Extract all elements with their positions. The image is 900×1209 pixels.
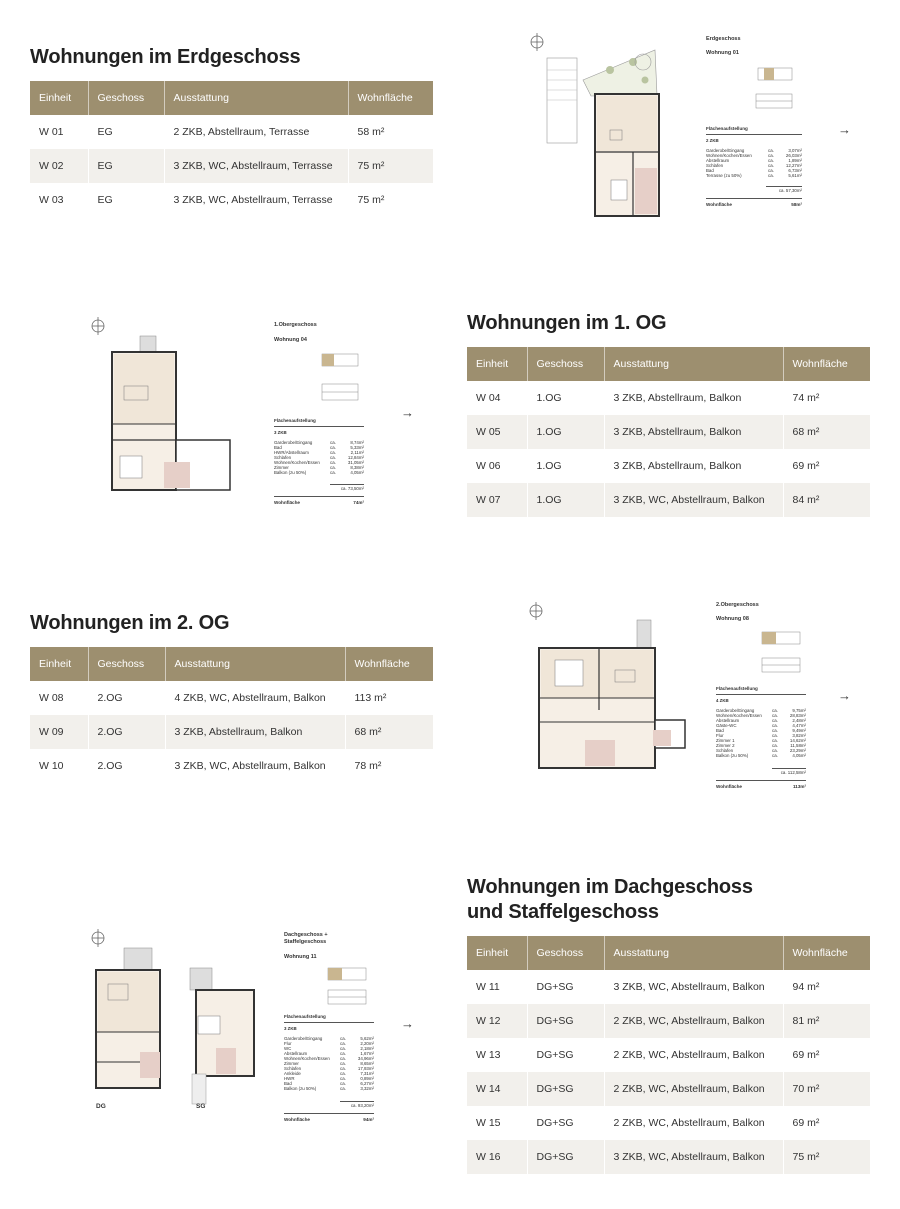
room-ca: ca. <box>772 738 778 743</box>
cell-ausstattung: 3 ZKB, WC, Abstellraum, Balkon <box>165 749 345 783</box>
room-ca: ca. <box>772 723 778 728</box>
room-name: Bad <box>716 728 724 733</box>
room-ca: ca. <box>768 153 774 158</box>
room-ca: ca. <box>340 1061 346 1066</box>
cell-geschoss: 2.OG <box>88 715 165 749</box>
room-area: 8,74m² <box>350 440 364 445</box>
room-ca: ca. <box>772 748 778 753</box>
cell-einheit: W 15 <box>467 1106 527 1140</box>
cell-geschoss: EG <box>88 183 164 217</box>
list-item <box>284 1086 374 1091</box>
room-ca: ca. <box>340 1076 346 1081</box>
room-area: 7,31m² <box>360 1071 374 1076</box>
room-name: Wohnen/Kochen/Essen <box>284 1056 330 1061</box>
room-name: HWR/Abstellraum <box>274 450 309 455</box>
room-area: 5,33m² <box>350 445 364 450</box>
room-name: Schlafen <box>716 748 734 753</box>
cell-geschoss: EG <box>88 149 164 183</box>
room-name: Flur <box>716 733 724 738</box>
infobox-floor-line2: Staffelgeschoss <box>284 939 327 945</box>
column-header-wohnflaeche: Wohnfläche <box>348 81 433 115</box>
units-table-og2 <box>30 647 433 783</box>
infobox-type: 3 ZKB <box>284 1026 297 1031</box>
infobox-unit: Wohnung 01 <box>706 50 739 56</box>
room-ca: ca. <box>340 1081 346 1086</box>
cell-geschoss: 2.OG <box>88 749 165 783</box>
room-name: Schlafen <box>284 1066 302 1071</box>
cell-geschoss: 1.OG <box>527 415 604 449</box>
cell-ausstattung: 2 ZKB, WC, Abstellraum, Balkon <box>604 1038 783 1072</box>
infobox-type: 2 ZKB <box>706 138 719 143</box>
infobox-floor: 1.Obergeschoss <box>274 322 317 328</box>
room-area: 31,05m² <box>347 460 364 465</box>
cell-wohnflaeche: 94 m² <box>783 970 870 1004</box>
cell-einheit: W 11 <box>467 970 527 1004</box>
table-row <box>467 970 870 1004</box>
room-name: Garderobe/Eingang <box>706 148 745 153</box>
room-name: Abstellraum <box>716 718 740 723</box>
list-item <box>706 173 802 178</box>
cell-geschoss: DG+SG <box>527 1072 604 1106</box>
compass-icon <box>92 317 104 335</box>
table-row <box>467 1106 870 1140</box>
cell-ausstattung: 3 ZKB, Abstellraum, Balkon <box>604 381 783 415</box>
cell-ausstattung: 3 ZKB, WC, Abstellraum, Terrasse <box>164 149 348 183</box>
infobox-unit: Wohnung 11 <box>284 954 317 960</box>
cell-einheit: W 02 <box>30 149 88 183</box>
cell-wohnflaeche: 68 m² <box>783 415 870 449</box>
room-area: 26,03m² <box>785 153 802 158</box>
cell-wohnflaeche: 113 m² <box>345 681 433 715</box>
room-name: Balkon (zu 50%) <box>716 753 749 758</box>
infobox-w11 <box>284 932 374 1128</box>
column-header-ausstattung: Ausstattung <box>165 647 345 681</box>
infobox-heading: Flächenaufstellung <box>284 1014 326 1019</box>
section-title-og1: Wohnungen im 1. OG <box>467 312 667 334</box>
cell-wohnflaeche: 68 m² <box>345 715 433 749</box>
column-header-geschoss: Geschoss <box>88 647 165 681</box>
next-arrow-icon[interactable]: → <box>838 122 851 137</box>
cell-geschoss: DG+SG <box>527 1038 604 1072</box>
cell-ausstattung: 4 ZKB, WC, Abstellraum, Balkon <box>165 681 345 715</box>
living-area-value: 58m² <box>791 202 802 207</box>
table-row <box>30 115 433 149</box>
room-area: 3,82m² <box>792 733 806 738</box>
room-ca: ca. <box>772 733 778 738</box>
room-area: 1,89m² <box>788 158 802 163</box>
column-header-wohnflaeche: Wohnfläche <box>345 647 433 681</box>
divider <box>274 496 364 497</box>
next-arrow-icon[interactable]: → <box>401 405 414 420</box>
divider <box>274 426 364 427</box>
section-title-dg-line2: und Staffelgeschoss <box>467 901 659 923</box>
next-arrow-icon[interactable]: → <box>838 688 851 703</box>
room-area: 0,89m² <box>360 1076 374 1081</box>
living-area-label: Wohnfläche <box>706 202 732 207</box>
room-name: Zimmer <box>274 465 289 470</box>
cell-ausstattung: 3 ZKB, Abstellraum, Balkon <box>604 415 783 449</box>
table-row <box>30 183 433 217</box>
room-area: 8,38m² <box>350 465 364 470</box>
room-area: 2,20m² <box>360 1041 374 1046</box>
room-ca: ca. <box>768 148 774 153</box>
table-row <box>467 1004 870 1038</box>
next-arrow-icon[interactable]: → <box>401 1016 414 1031</box>
room-area: 4,47m² <box>792 723 806 728</box>
area-total: ca. 112,58m² <box>780 770 806 775</box>
cell-einheit: W 03 <box>30 183 88 217</box>
cell-ausstattung: 3 ZKB, WC, Abstellraum, Balkon <box>604 483 783 517</box>
room-ca: ca. <box>330 465 336 470</box>
room-area: 9,49m² <box>792 728 806 733</box>
room-name: Bad <box>274 445 282 450</box>
key-plan-icon <box>758 628 806 678</box>
table-header-row <box>467 347 870 381</box>
room-list <box>274 440 364 475</box>
cell-einheit: W 08 <box>30 681 88 715</box>
units-table-dg <box>467 936 870 1174</box>
room-area: 14,62m² <box>789 738 806 743</box>
living-area <box>284 1117 374 1122</box>
cell-ausstattung: 3 ZKB, Abstellraum, Balkon <box>604 449 783 483</box>
room-ca: ca. <box>330 470 336 475</box>
room-name: Abstellraum <box>284 1051 308 1056</box>
living-area <box>706 202 802 207</box>
infobox-type: 3 ZKB <box>274 430 287 435</box>
table-row <box>30 149 433 183</box>
living-area <box>716 784 806 789</box>
cell-wohnflaeche: 75 m² <box>348 183 433 217</box>
divider <box>766 186 802 187</box>
room-area: 12,27m² <box>785 163 802 168</box>
room-ca: ca. <box>768 173 774 178</box>
room-name: Garderobe/Eingang <box>284 1036 323 1041</box>
room-name: Flur <box>284 1041 292 1046</box>
cell-ausstattung: 2 ZKB, Abstellraum, Terrasse <box>164 115 348 149</box>
room-name: Bad <box>706 168 714 173</box>
key-plan-icon <box>324 964 372 1008</box>
room-area: 9,75m² <box>792 708 806 713</box>
cell-wohnflaeche: 81 m² <box>783 1004 870 1038</box>
cell-einheit: W 07 <box>467 483 527 517</box>
living-area-label: Wohnfläche <box>716 784 742 789</box>
floorplan-w08 <box>525 600 695 780</box>
table-row <box>30 715 433 749</box>
cell-geschoss: 1.OG <box>527 381 604 415</box>
room-ca: ca. <box>330 455 336 460</box>
room-name: Abstellraum <box>706 158 730 163</box>
infobox-unit: Wohnung 08 <box>716 616 749 622</box>
room-area: 23,29m² <box>789 748 806 753</box>
compass-icon <box>92 929 104 947</box>
cell-geschoss: 1.OG <box>527 449 604 483</box>
table-row <box>467 1038 870 1072</box>
living-area-label: Wohnfläche <box>284 1117 310 1122</box>
room-area: 28,83m² <box>789 713 806 718</box>
room-area: 6,73m² <box>788 168 802 173</box>
room-area: 5,62m² <box>360 1036 374 1041</box>
room-area: 8,65m² <box>360 1061 374 1066</box>
room-name: Wohnen/Kochen/Essen <box>716 713 762 718</box>
cell-einheit: W 14 <box>467 1072 527 1106</box>
area-total: ca. 57,30m² <box>778 188 802 193</box>
table-row <box>467 1140 870 1174</box>
divider <box>284 1113 374 1114</box>
infobox-heading: Flächenaufstellung <box>716 686 758 691</box>
table-row <box>467 449 870 483</box>
cell-wohnflaeche: 70 m² <box>783 1072 870 1106</box>
room-name: Wohnen/Kochen/Essen <box>274 460 320 465</box>
column-header-geschoss: Geschoss <box>88 81 164 115</box>
room-area: 3,32m² <box>360 1086 374 1091</box>
room-ca: ca. <box>768 168 774 173</box>
room-area: 11,58m² <box>790 743 806 748</box>
room-ca: ca. <box>340 1056 346 1061</box>
room-name: WC <box>284 1046 292 1051</box>
room-ca: ca. <box>772 743 778 748</box>
column-header-einheit: Einheit <box>30 81 88 115</box>
room-area: 34,96m² <box>357 1056 374 1061</box>
cell-wohnflaeche: 78 m² <box>345 749 433 783</box>
column-header-einheit: Einheit <box>30 647 88 681</box>
divider <box>772 768 806 769</box>
infobox-heading: Flächenaufstellung <box>274 418 316 423</box>
room-name: Zimmer 2 <box>716 743 735 748</box>
room-name: Schlafen <box>706 163 724 168</box>
room-name: Balkon (zu 50%) <box>274 470 307 475</box>
room-name: Bad <box>284 1081 292 1086</box>
room-name: Zimmer <box>284 1061 299 1066</box>
section-title-og2: Wohnungen im 2. OG <box>30 612 230 634</box>
room-name: Zimmer 1 <box>716 738 735 743</box>
cell-einheit: W 06 <box>467 449 527 483</box>
cell-ausstattung: 3 ZKB, WC, Abstellraum, Balkon <box>604 1140 783 1174</box>
room-list <box>716 708 806 758</box>
divider <box>330 484 364 485</box>
units-table-og1 <box>467 347 870 517</box>
column-header-einheit: Einheit <box>467 936 527 970</box>
infobox-w08 <box>716 602 806 794</box>
column-header-geschoss: Geschoss <box>527 936 604 970</box>
cell-einheit: W 10 <box>30 749 88 783</box>
room-name: Balkon (zu 50%) <box>284 1086 317 1091</box>
room-ca: ca. <box>768 163 774 168</box>
table-row <box>467 381 870 415</box>
column-header-einheit: Einheit <box>467 347 527 381</box>
room-area: 2,11m² <box>350 450 364 455</box>
room-ca: ca. <box>772 708 778 713</box>
infobox-floor: Erdgeschoss <box>706 36 741 42</box>
cell-wohnflaeche: 69 m² <box>783 1106 870 1140</box>
cell-einheit: W 05 <box>467 415 527 449</box>
column-header-ausstattung: Ausstattung <box>164 81 348 115</box>
floorplan-w01 <box>525 30 675 220</box>
cell-wohnflaeche: 75 m² <box>783 1140 870 1174</box>
divider <box>716 780 806 781</box>
living-area <box>274 500 364 505</box>
room-area: 3,07m² <box>788 148 802 153</box>
room-area: 2,48m² <box>792 718 806 723</box>
cell-geschoss: DG+SG <box>527 1140 604 1174</box>
room-list <box>706 148 802 178</box>
cell-ausstattung: 2 ZKB, WC, Abstellraum, Balkon <box>604 1072 783 1106</box>
cell-wohnflaeche: 58 m² <box>348 115 433 149</box>
room-ca: ca. <box>330 445 336 450</box>
room-area: 6,27m² <box>360 1081 374 1086</box>
cell-ausstattung: 3 ZKB, Abstellraum, Balkon <box>165 715 345 749</box>
column-header-ausstattung: Ausstattung <box>604 936 783 970</box>
table-row <box>467 483 870 517</box>
room-ca: ca. <box>330 450 336 455</box>
room-ca: ca. <box>340 1051 346 1056</box>
cell-geschoss: DG+SG <box>527 970 604 1004</box>
section-title-dg-line1: Wohnungen im Dachgeschoss <box>467 876 753 898</box>
table-row <box>30 749 433 783</box>
floorplan-w11 <box>88 928 268 1118</box>
room-name: Garderobe/Eingang <box>716 708 755 713</box>
room-area: 5,61m² <box>788 173 802 178</box>
cell-geschoss: 2.OG <box>88 681 165 715</box>
room-ca: ca. <box>772 728 778 733</box>
cell-geschoss: DG+SG <box>527 1106 604 1140</box>
room-area: 1,67m² <box>360 1051 374 1056</box>
cell-ausstattung: 3 ZKB, WC, Abstellraum, Balkon <box>604 970 783 1004</box>
cell-wohnflaeche: 75 m² <box>348 149 433 183</box>
room-ca: ca. <box>330 460 336 465</box>
divider <box>706 134 802 135</box>
compass-icon <box>530 602 542 620</box>
table-header-row <box>30 647 433 681</box>
room-ca: ca. <box>772 753 778 758</box>
cell-wohnflaeche: 69 m² <box>783 449 870 483</box>
room-area: 17,93m² <box>357 1066 374 1071</box>
divider <box>716 694 806 695</box>
room-ca: ca. <box>340 1066 346 1071</box>
column-header-wohnflaeche: Wohnfläche <box>783 936 870 970</box>
floorplan-w04 <box>88 316 248 496</box>
infobox-w01 <box>706 36 802 216</box>
room-list <box>284 1036 374 1091</box>
room-area: 12,84m² <box>347 455 364 460</box>
infobox-type: 4 ZKB <box>716 698 729 703</box>
area-total: ca. 93,20m² <box>350 1103 374 1108</box>
area-total: ca. 73,50m² <box>340 486 364 491</box>
room-ca: ca. <box>768 158 774 163</box>
cell-geschoss: 1.OG <box>527 483 604 517</box>
room-name: HWR <box>284 1076 295 1081</box>
living-area-value: 74m² <box>353 500 364 505</box>
table-row <box>467 415 870 449</box>
divider <box>340 1101 374 1102</box>
living-area-value: 113m² <box>792 784 806 789</box>
cell-wohnflaeche: 69 m² <box>783 1038 870 1072</box>
infobox-unit: Wohnung 04 <box>274 337 307 343</box>
room-name: Gäste-WC <box>716 723 737 728</box>
list-item <box>274 470 364 475</box>
room-ca: ca. <box>330 440 336 445</box>
room-area: 4,05m² <box>792 753 806 758</box>
room-area: 4,05m² <box>350 470 364 475</box>
table-header-row <box>30 81 433 115</box>
room-area: 2,18m² <box>360 1046 374 1051</box>
cell-geschoss: EG <box>88 115 164 149</box>
cell-ausstattung: 2 ZKB, WC, Abstellraum, Balkon <box>604 1106 783 1140</box>
cell-ausstattung: 2 ZKB, WC, Abstellraum, Balkon <box>604 1004 783 1038</box>
living-area-value: 94m² <box>363 1117 374 1122</box>
cell-wohnflaeche: 74 m² <box>783 381 870 415</box>
divider <box>284 1022 374 1023</box>
room-ca: ca. <box>340 1046 346 1051</box>
room-ca: ca. <box>772 718 778 723</box>
key-plan-icon <box>318 350 364 406</box>
list-item <box>716 753 806 758</box>
cell-einheit: W 04 <box>467 381 527 415</box>
cell-einheit: W 01 <box>30 115 88 149</box>
cell-geschoss: DG+SG <box>527 1004 604 1038</box>
room-ca: ca. <box>772 713 778 718</box>
level-label-sg: SG <box>196 1103 206 1110</box>
room-name: Wohnen/Kochen/Essen <box>706 153 752 158</box>
units-table-eg <box>30 81 433 217</box>
column-header-geschoss: Geschoss <box>527 347 604 381</box>
cell-einheit: W 13 <box>467 1038 527 1072</box>
cell-ausstattung: 3 ZKB, WC, Abstellraum, Terrasse <box>164 183 348 217</box>
column-header-wohnflaeche: Wohnfläche <box>783 347 870 381</box>
room-ca: ca. <box>340 1041 346 1046</box>
key-plan-icon <box>752 64 802 112</box>
table-row <box>467 1072 870 1106</box>
infobox-heading: Flächenaufstellung <box>706 126 748 131</box>
infobox-floor-line1: Dachgeschoss + <box>284 932 328 938</box>
infobox-floor: 2.Obergeschoss <box>716 602 759 608</box>
room-ca: ca. <box>340 1036 346 1041</box>
section-title-eg: Wohnungen im Erdgeschoss <box>30 46 301 68</box>
cell-wohnflaeche: 84 m² <box>783 483 870 517</box>
level-label-dg: DG <box>96 1103 106 1110</box>
infobox-w04 <box>274 322 364 510</box>
column-header-ausstattung: Ausstattung <box>604 347 783 381</box>
cell-einheit: W 16 <box>467 1140 527 1174</box>
cell-einheit: W 09 <box>30 715 88 749</box>
cell-einheit: W 12 <box>467 1004 527 1038</box>
room-ca: ca. <box>340 1071 346 1076</box>
room-name: Ankleide <box>284 1071 301 1076</box>
room-name: Terrasse (zu 50%) <box>706 173 742 178</box>
table-header-row <box>467 936 870 970</box>
room-ca: ca. <box>340 1086 346 1091</box>
divider <box>706 198 802 199</box>
room-name: Schlafen <box>274 455 292 460</box>
table-row <box>30 681 433 715</box>
room-name: Garderobe/Eingang <box>274 440 313 445</box>
compass-icon <box>531 33 543 51</box>
living-area-label: Wohnfläche <box>274 500 300 505</box>
